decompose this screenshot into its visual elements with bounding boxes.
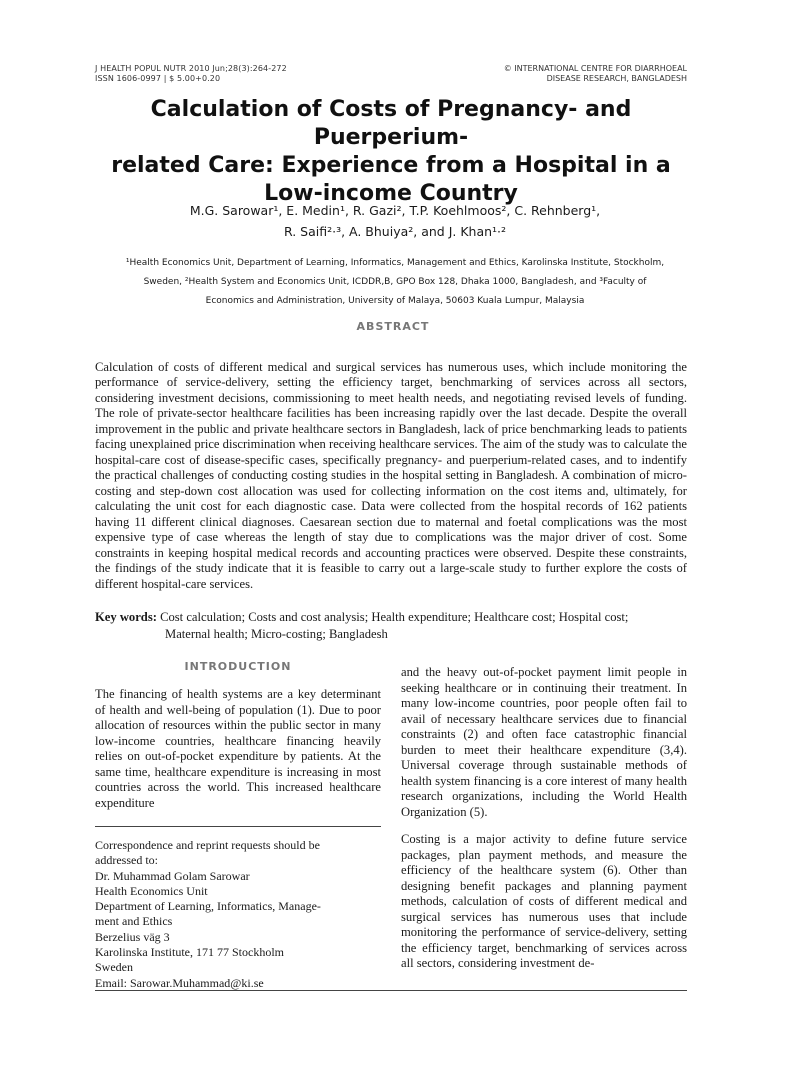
journal-line-1: J HEALTH POPUL NUTR 2010 Jun;28(3):264-272 xyxy=(95,64,287,73)
introduction-heading: INTRODUCTION xyxy=(184,660,292,673)
correspondence-line-7: Berzelius väg 3 xyxy=(95,929,170,944)
title-line-2: related Care: Experience from a Hospital in a xyxy=(111,153,671,178)
journal-citation xyxy=(95,64,287,84)
keywords-line-1: Cost calculation; Costs and cost analysis; Health expenditure; Healthcare cost; Hospital cost; xyxy=(160,610,629,624)
title-line-3: Low-income Country xyxy=(264,181,518,206)
publisher-line-2: DISEASE RESEARCH, BANGLADESH xyxy=(546,74,687,83)
page-bottom-rule xyxy=(95,990,687,991)
abstract-heading: ABSTRACT xyxy=(356,320,430,333)
publisher-line-1: © INTERNATIONAL CENTRE FOR DIARRHOEAL xyxy=(503,64,687,73)
journal-line-2: ISSN 1606-0997 | $ 5.00+0.20 xyxy=(95,74,221,83)
keywords-line-2: Maternal health; Micro-costing; Bangladesh xyxy=(165,627,388,641)
correspondence-line-1: Correspondence and reprint requests should be xyxy=(95,838,320,852)
keywords-label: Key words: xyxy=(95,610,157,624)
correspondence-line-6: ment and Ethics xyxy=(95,914,173,929)
correspondence-email: Email: Sarowar.Muhammad@ki.se xyxy=(95,975,264,990)
correspondence-line-8: Karolinska Institute, 171 77 Stockholm xyxy=(95,945,284,960)
affiliations xyxy=(100,254,690,311)
correspondence-line-3: Dr. Muhammad Golam Sarowar xyxy=(95,868,250,883)
left-column xyxy=(95,660,381,811)
author-list xyxy=(100,200,690,242)
introduction-right-paragraph-2: Costing is a major activity to define future service packages, plan payment methods, and measure the efficiency of the healthcare system (6). Other than designing benefit packages and planning payment methods, calculation of costs of different medical and surgical services has numerous uses that include monitoring the performance of service-delivery, setting the efficiency target, benchmarking of services across all sectors, considering investment de- xyxy=(401,832,687,970)
paper-title xyxy=(80,96,702,208)
right-column xyxy=(401,665,687,972)
correspondence-line-5: Department of Learning, Informatics, Manage- xyxy=(95,899,321,914)
introduction-left-paragraph: The financing of health systems are a key determinant of health and well-being of population (1). Due to poor allocation of resources within the public sector in many low-income countries, healthcare financing heavily relies on out-of-pocket expenditure by patients. At the same time, healthcare expenditure is increasing in most countries across the world. This increased healthcare expenditure xyxy=(95,687,381,810)
footnote-divider xyxy=(95,826,381,827)
abstract-text: Calculation of costs of different medical and surgical services has numerous uses, which include monitoring the performance of service-delivery, setting the efficiency target, benchmarking of services across all sectors, considering investment decisions, commissioning to meet health needs, and negotiating revised levels of funding. The role of private-sector healthcare facilities has been increasing rapidly over the last decade. Despite the overall improvement in the public and private healthcare sectors in Bangladesh, lack of price benchmarking leads to patients facing unexplained price discrimination when receiving healthcare services. The aim of the study was to calculate the hospital-care cost of disease-specific cases, specifically pregnancy- and puerperium-related cases, and to indentify the practical challenges of conducting costing studies in the hospital setting in Bangladesh. A combination of micro-costing and step-down cost allocation was used for collecting information on the cost items and, ultimately, for calculating the unit cost for each diagnostic case. Data were collected from the hospital records of 162 patients having 11 different clinical diagnoses. Caesarean section due to maternal and foetal complications was the most expensive type of case whereas the length of stay due to complications was the major driver of cost. Some constraints in keeping hospital medical records and accounting practices were observed. Despite these constraints, the findings of the study indicate that it is feasible to carry out a large-scale study to further explore the costs of different hospital-care services. xyxy=(95,359,687,591)
affiliation-line-2: Sweden, ²Health System and Economics Unit, ICDDR,B, GPO Box 128, Dhaka 1000, Bangladesh, and ³Faculty of xyxy=(143,277,647,287)
correspondence-line-2: addressed to: xyxy=(95,853,158,868)
correspondence-line-4: Health Economics Unit xyxy=(95,883,208,898)
title-line-1: Calculation of Costs of Pregnancy- and Puerperium- xyxy=(150,97,632,150)
authors-line-2: R. Saifi²·³, A. Bhuiya², and J. Khan¹·² xyxy=(283,224,507,239)
authors-line-1: M.G. Sarowar¹, E. Medin¹, R. Gazi², T.P. Koehlmoos², C. Rehnberg¹, xyxy=(189,203,601,218)
correspondence-block xyxy=(95,838,381,991)
publisher-copyright xyxy=(504,64,687,84)
affiliation-line-1: ¹Health Economics Unit, Department of Learning, Informatics, Management and Ethics, Karolinska Institute, Stockholm, xyxy=(125,258,665,268)
affiliation-line-3: Economics and Administration, University of Malaya, 50603 Kuala Lumpur, Malaysia xyxy=(205,296,585,306)
introduction-right-paragraph-1: and the heavy out-of-pocket payment limit people in seeking healthcare or in continuing their treatment. In many low-income countries, poor people often fail to avail of necessary healthcare services due to financial constraints (2) and often face catastrophic financial burden to meet their healthcare expenditure (3,4). Universal coverage through sustainable methods of health system financing is a core interest of many health research organizations, including the World Health Organization (5). xyxy=(401,665,687,819)
correspondence-line-9: Sweden xyxy=(95,960,133,975)
keywords xyxy=(95,609,687,643)
